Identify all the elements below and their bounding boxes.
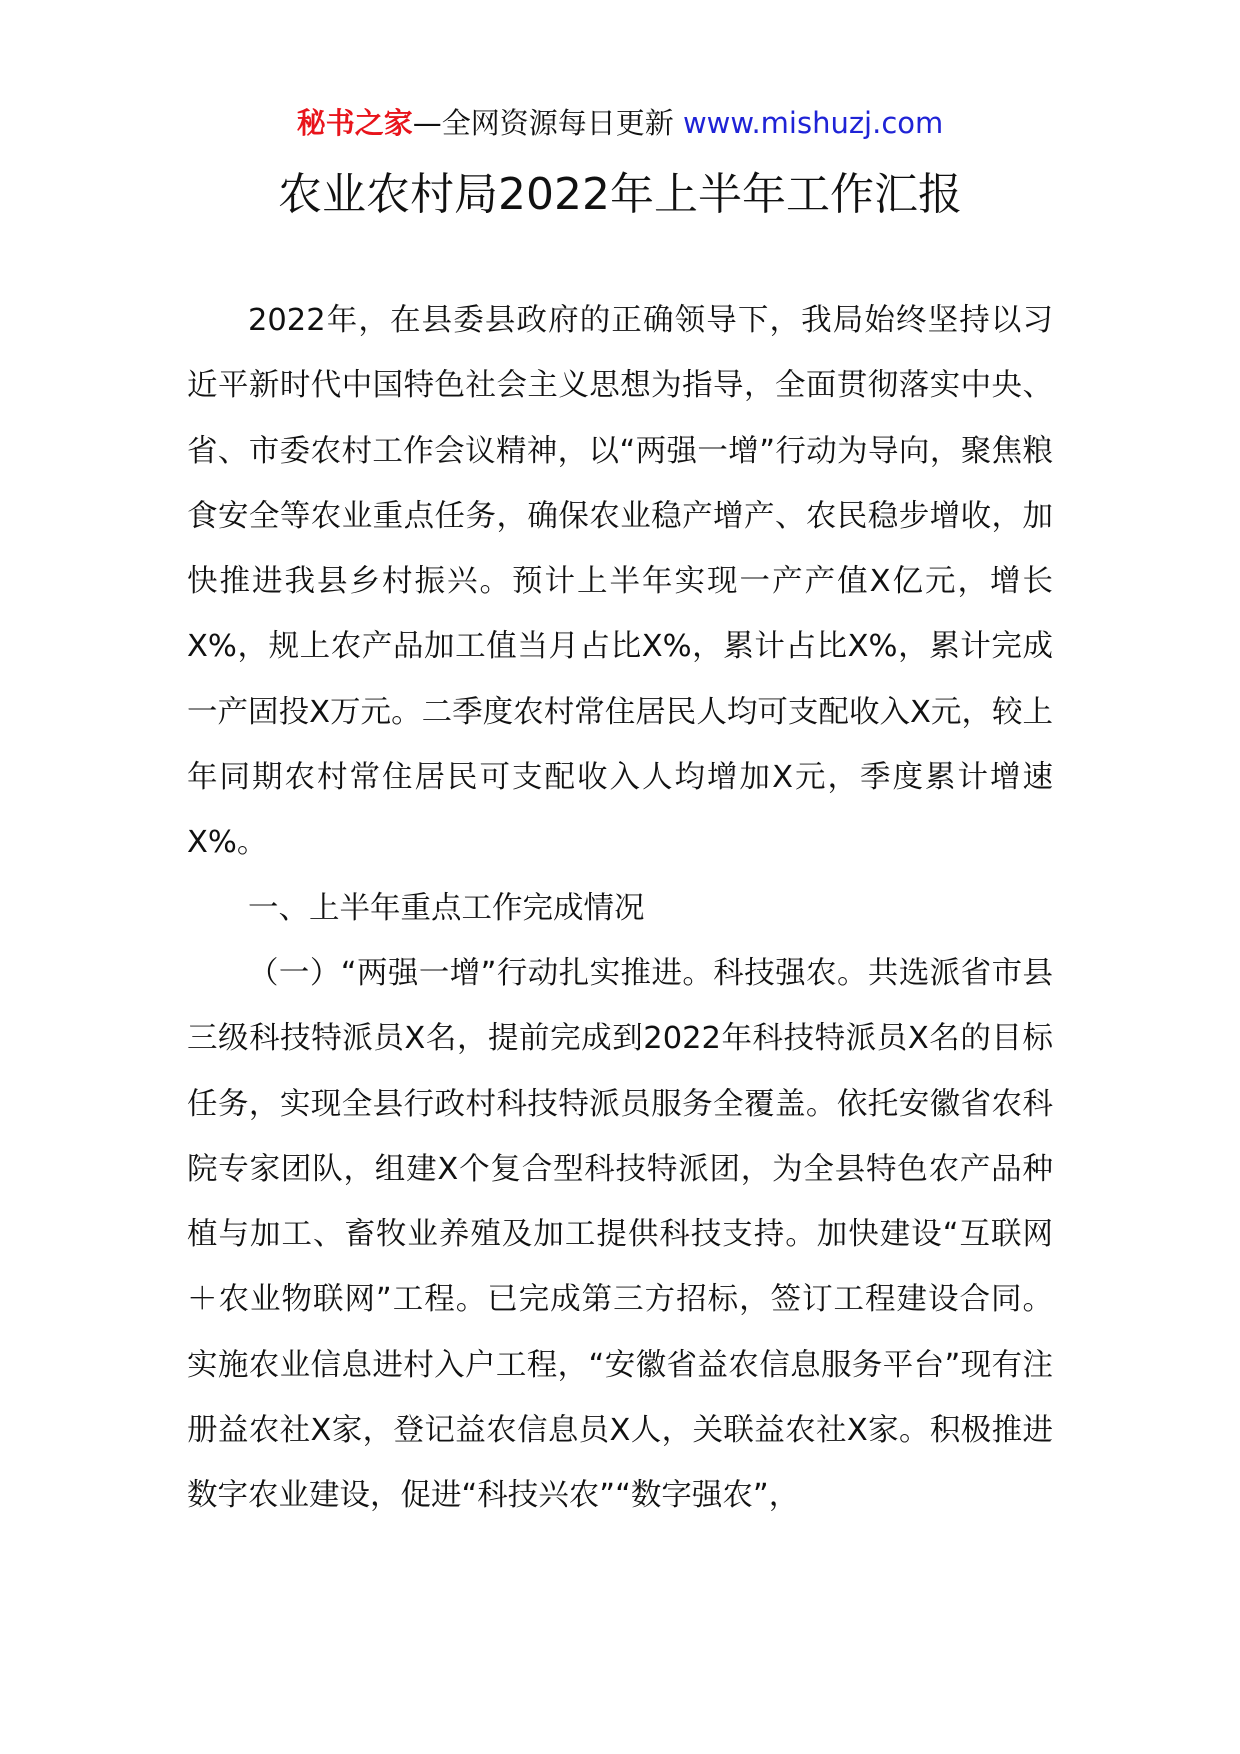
- intro-paragraph: 2022年，在县委县政府的正确领导下，我局始终坚持以习近平新时代中国特色社会主义思想为指导，全面贯彻落实中央、省、市委农村工作会议精神，以“两强一增”行动为导向，聚焦粮食安全等农业重点任务，确保农业稳产增产、农民稳步增收，加快推进我县乡村振兴。预计上半年实现一产产值X亿元，增长X%，规上农产品加工值当月占比X%，累计占比X%，累计完成一产固投X万元。二季度农村常住居民人均可支配收入X元，较上年同期农村常住居民可支配收入人均增加X元，季度累计增速X%。: [187, 303, 1053, 861]
- brand-name: 秘书之家: [296, 106, 413, 140]
- site-header: [0, 100, 1240, 146]
- section-paragraph: （一）“两强一增”行动扎实推进。科技强农。共选派省市县三级科技特派员X名，提前完成到2022年科技特派员X名的目标任务，实现全县行政村科技特派员服务全覆盖。依托安徽省农科院专家团队，组建X个复合型科技特派团，为全县特色农产品种植与加工、畜牧业养殖及加工提供科技支持。加快建设“互联网＋农业物联网”工程。已完成第三方招标，签订工程建设合同。实施农业信息进村入户工程，“安徽省益农信息服务平台”现有注册益农社X家，登记益农信息员X人，关联益农社X家。积极推进数字农业建设，促进“科技兴农”“数字强农”，: [187, 955, 1053, 1514]
- document-title: 农业农村局2022年上半年工作汇报: [278, 169, 962, 220]
- section-heading: 一、上半年重点工作完成情况: [248, 890, 645, 926]
- site-url-link[interactable]: www.mishuzj.com: [682, 106, 944, 140]
- document-body: [187, 288, 1053, 1529]
- site-slogan: —全网资源每日更新: [412, 106, 674, 140]
